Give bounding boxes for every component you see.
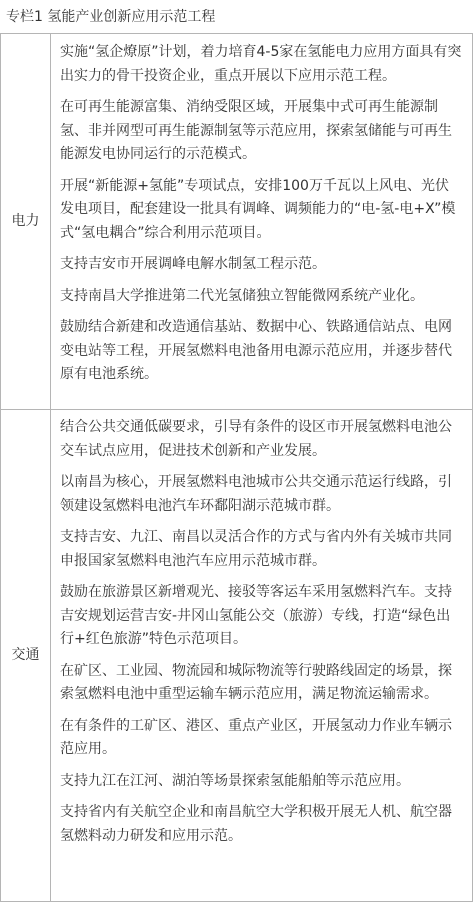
paragraph: 在可再生能源富集、消纳受限区域，开展集中式可再生能源制氢、非并网型可再生能源制氢等示范应用，探索氢储能与可再生能源发电协同运行的示范模式。 bbox=[60, 99, 452, 162]
paragraph: 支持省内有关航空企业和南昌航空大学积极开展无人机、航空器氢燃料动力研发和应用示范。 bbox=[60, 804, 452, 844]
paragraph: 鼓励结合新建和改造通信基站、数据中心、铁路通信站点、电网变电站等工程，开展氢燃料电池备用电源示范应用，并逐步替代原有电池系统。 bbox=[60, 319, 452, 382]
paragraph: 以南昌为核心，开展氢燃料电池城市公共交通示范运行线路，引领建设氢燃料电池汽车环鄱阳湖示范城市群。 bbox=[60, 474, 452, 514]
paragraph: 结合公共交通低碳要求，引导有条件的设区市开展氢燃料电池公交车试点应用，促进技术创新和产业发展。 bbox=[60, 419, 452, 459]
category-cell-traffic bbox=[1, 410, 51, 901]
paragraph: 支持吉安市开展调峰电解水制氢工程示范。 bbox=[60, 256, 326, 272]
category-label: 交通 bbox=[11, 647, 40, 663]
category-label: 电力 bbox=[11, 213, 40, 229]
table-row-power bbox=[1, 34, 472, 410]
content-cell-traffic bbox=[52, 410, 472, 901]
content-cell-power bbox=[52, 34, 472, 409]
paragraph: 支持九江在江河、湖泊等场景探索氢能船舶等示范应用。 bbox=[60, 772, 410, 789]
paragraph: 在矿区、工业园、物流园和城际物流等行驶路线固定的场景，探索氢燃料电池中重型运输车辆示范应用，满足物流运输需求。 bbox=[60, 662, 452, 702]
paragraph: 实施“氢企燎原”计划，着力培育4-5家在氢能电力应用方面具有突出实力的骨干投资企业，重点开展以下应用示范工程。 bbox=[60, 44, 462, 84]
paragraph: 支持吉安、九江、南昌以灵活合作的方式与省内外有关城市共同申报国家氢燃料电池汽车应用示范城市群。 bbox=[60, 529, 452, 569]
paragraph: 在有条件的工矿区、港区、重点产业区，开展氢动力作业车辆示范应用。 bbox=[60, 717, 452, 757]
program-table bbox=[0, 33, 473, 902]
column-title: 专栏1 氢能产业创新应用示范工程 bbox=[6, 9, 216, 25]
table-row-traffic bbox=[1, 410, 472, 901]
category-cell-power bbox=[1, 34, 51, 409]
paragraph: 鼓励在旅游景区新增观光、接驳等客运车采用氢燃料汽车。支持吉安规划运营吉安-井冈山氢能公交（旅游）专线，打造“绿色出行+红色旅游”特色示范项目。 bbox=[60, 584, 452, 647]
paragraph: 支持南昌大学推进第二代光氢储独立智能微网系统产业化。 bbox=[60, 287, 424, 304]
paragraph: 开展“新能源+氢能”专项试点，安排100万千瓦以上风电、光伏发电项目，配套建设一批具有调峰、调频能力的“电-氢-电+X”模式“氢电耦合”综合利用示范项目。 bbox=[60, 177, 456, 241]
